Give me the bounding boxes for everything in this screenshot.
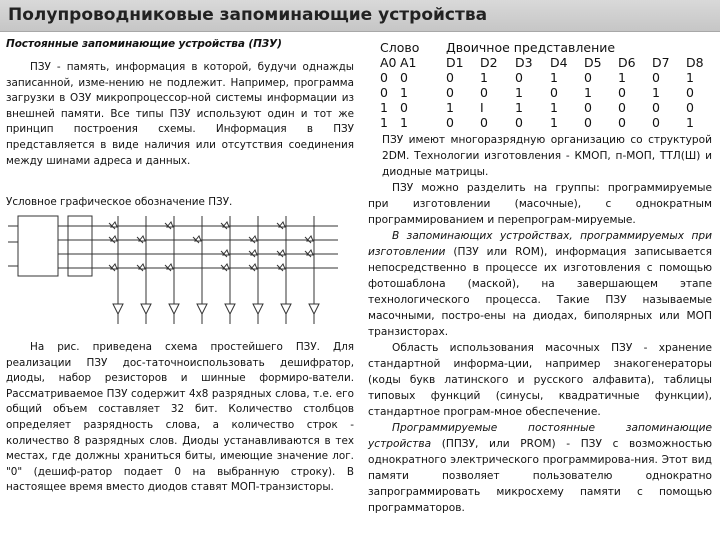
decoder-block — [18, 216, 58, 276]
bus-driver-symbol — [281, 304, 291, 314]
table-cell: 0 — [618, 115, 626, 130]
right-paragraph-1: ПЗУ имеют многоразрядную организацию со структурой 2DM. Технологии изготовления - КМОП, п-МОП, ТТЛ(Ш) и диодные матрицы. — [382, 134, 712, 178]
table-cell: 1 — [550, 115, 558, 130]
table-cell: 0 — [652, 70, 660, 85]
table-cell: 1 — [618, 70, 626, 85]
left-paragraph-2: На рис. приведена схема простейшего ПЗУ. Для реализации ПЗУ дос-таточноиспользовать дешифратор, диоды, набор резисторов и шинные формиро-ватели. Рассматриваемое ПЗУ содержит 4х8 разрядных слова, т.е. его общий объем составляет 32 бит. Количество столбцов определяет разрядность слова, а количество строк - количество 8 разрядных слов. Диоды устанавливаются в тех местах, где должны храниться биты, имеющие значение лог. "0" (дешиф-ратор подает 0 на выбранную строку). В настоящее время вместо диодов ставят МОП-транзисторы. — [6, 341, 354, 494]
symbol-caption: Условное графическое обозначение ПЗУ. — [6, 196, 233, 208]
table-cell: 0 — [380, 70, 388, 85]
title-bar — [0, 0, 720, 32]
table-body — [380, 70, 714, 130]
right-paragraph-5 — [368, 420, 712, 516]
column-header-d3: D3 — [515, 55, 533, 70]
column-header-d7: D7 — [652, 55, 670, 70]
table-cell: 0 — [400, 100, 408, 115]
table-cell: 0 — [515, 115, 523, 130]
rom-symbol-block — [68, 216, 92, 276]
table-cell: 1 — [584, 85, 592, 100]
right-p5-italic: Программируемые постоянные запоминающие устройства — [368, 422, 712, 450]
page-title: Полупроводниковые запоминающие устройства — [8, 5, 488, 25]
right-column — [368, 132, 712, 516]
table-cell: 0 — [480, 85, 488, 100]
bus-driver-symbol — [113, 304, 123, 314]
table-cell: 1 — [380, 115, 388, 130]
table-cell: 1 — [550, 70, 558, 85]
right-p3-italic: В запоминающих устройствах, программируемых при изготовлении — [368, 230, 712, 258]
table-cell: 0 — [446, 115, 454, 130]
table-cell: 0 — [584, 100, 592, 115]
table-row — [380, 70, 714, 85]
table-row — [380, 85, 714, 100]
rom-circuit-diagram — [8, 212, 356, 330]
right-paragraph-4: Область использования масочных ПЗУ - хранение стандартной информа-ции, например знакогенераторы (коды букв латинского и русского алфавита), таблицы типовых функций (синусы, квадратичные функции), стандартное програм-мное обеспечение. — [368, 342, 712, 418]
column-header-d2: D2 — [480, 55, 498, 70]
table-cell: 1 — [515, 85, 523, 100]
bus-driver-symbol — [197, 304, 207, 314]
table-cell: 0 — [446, 70, 454, 85]
binary-table — [380, 40, 714, 130]
table-cell: 1 — [686, 70, 694, 85]
column-header-a1: A1 — [400, 55, 417, 70]
bus-driver-symbol — [253, 304, 263, 314]
table-cell: 1 — [400, 85, 408, 100]
right-paragraph-2: ПЗУ можно разделить на группы: программируемые при изготовлении (масочные), с однократным программированием и перепрограм-мируемые. — [368, 182, 712, 226]
table-cell: 0 — [618, 85, 626, 100]
table-header-row — [380, 40, 714, 55]
bus-driver-symbol — [169, 304, 179, 314]
bus-driver-symbol — [141, 304, 151, 314]
table-cell: I — [480, 100, 484, 115]
left-paragraph-1: ПЗУ - память, информация в которой, будучи однажды записанной, изме-нению не подлежит. Например, программа загрузки в ОЗУ микропроцессор-ной системы информации из внешней памяти. Все типы ПЗУ используют один и тот же принцип построения схемы. Информация в ПЗУ представляется в виде наличия или отсутствия соединения между шинами адреса и данных. — [6, 61, 354, 167]
table-row — [380, 115, 714, 130]
column-header-d1: D1 — [446, 55, 464, 70]
table-cell: 0 — [515, 70, 523, 85]
column-header-d8: D8 — [686, 55, 704, 70]
table-cell: 0 — [652, 100, 660, 115]
header-word: Слово — [380, 40, 420, 55]
table-cell: 1 — [515, 100, 523, 115]
column-header-a0: A0 — [380, 55, 397, 70]
table-cell: 1 — [550, 100, 558, 115]
table-cell: 0 — [584, 70, 592, 85]
left-column-heading — [6, 38, 354, 50]
table-cell: 1 — [380, 100, 388, 115]
right-p5-rest: (ППЗУ, или PROM) - ПЗУ с возможностью однократного электрического программирова-ния. Этот вид памяти позволяет пользователю однократно запрограммировать микросхему памяти с помощью программаторов. — [368, 438, 712, 514]
right-p3-rest: (ПЗУ или ROM), информация записывается непосредственно в процессе их изготовления с помощью фотошаблона (маской), на завершающем этапе технологического процесса. Такие ПЗУ называемые масочными, постро-ены на диодах, биполярных или МОП транзисторах. — [368, 246, 712, 338]
table-cell: 0 — [584, 115, 592, 130]
header-binary: Двоичное представление — [446, 40, 616, 55]
bus-driver-symbol — [309, 304, 319, 314]
table-cell: 0 — [550, 85, 558, 100]
table-cell: 1 — [400, 115, 408, 130]
bus-driver-symbol — [225, 304, 235, 314]
table-cell: 1 — [480, 70, 488, 85]
table-cell: 1 — [686, 115, 694, 130]
table-cell: 0 — [380, 85, 388, 100]
table-cell: 0 — [480, 115, 488, 130]
column-header-d5: D5 — [584, 55, 602, 70]
table-cell: 0 — [652, 115, 660, 130]
section-subheading: Постоянные запоминающие устройства (ПЗУ) — [6, 38, 282, 50]
table-cell: 1 — [446, 100, 454, 115]
table-column-row — [380, 55, 714, 70]
table-row — [380, 100, 714, 115]
column-header-d6: D6 — [618, 55, 636, 70]
table-cell: 0 — [686, 85, 694, 100]
table-cell: 0 — [446, 85, 454, 100]
table-cell: 0 — [400, 70, 408, 85]
right-paragraph-3 — [368, 228, 712, 340]
table-cell: 0 — [686, 100, 694, 115]
column-header-d4: D4 — [550, 55, 568, 70]
table-cell: 1 — [652, 85, 660, 100]
table-cell: 0 — [618, 100, 626, 115]
